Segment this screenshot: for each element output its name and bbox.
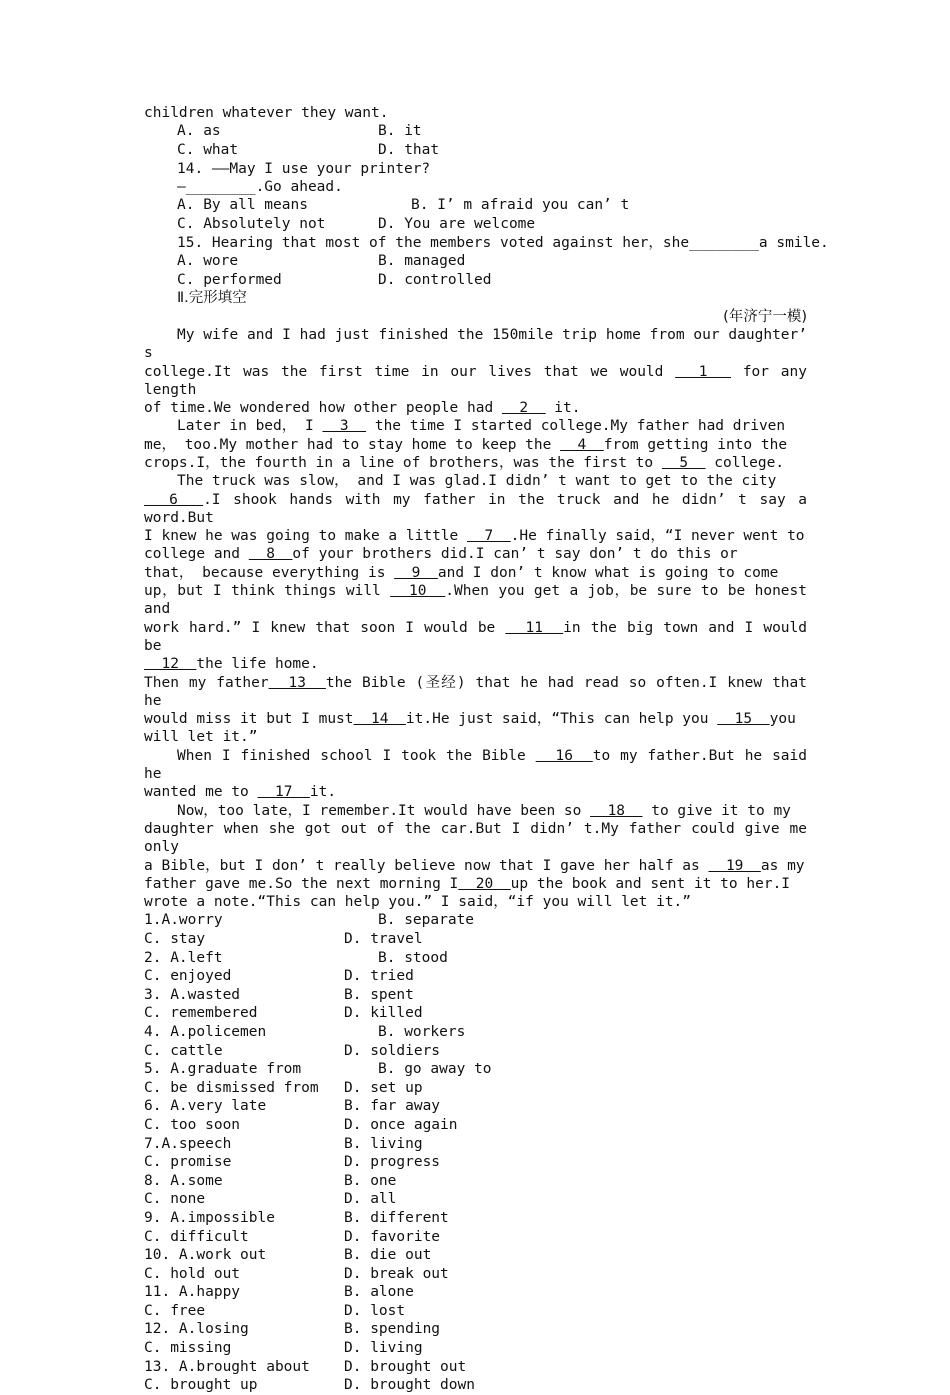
- choice-option: C. too soon: [144, 1116, 241, 1133]
- blank-2: 2: [501, 400, 546, 417]
- passage-line: up，but I think things will 10 .When you get a job，be sure to be honest and: [144, 583, 807, 618]
- passage-line: a Bible，but I don’ t really believe now that I gave her half as 19 as my: [144, 857, 805, 874]
- choice-option: C. difficult: [144, 1228, 249, 1245]
- choice-option: C. free: [144, 1302, 206, 1319]
- choice-row: [144, 1004, 807, 1023]
- passage-line: college and 8 of your brothers did.I can’ t say don’ t do this or: [144, 546, 738, 563]
- choice-option: C. remembered: [144, 1005, 258, 1022]
- blank-20: 20: [458, 875, 511, 892]
- q15-option-b: B. managed: [378, 252, 466, 269]
- blank-13: 13: [268, 674, 326, 691]
- choice-row: [144, 1042, 807, 1061]
- choice-option: C. cattle: [144, 1042, 223, 1059]
- choice-option: 4. A.policemen: [144, 1023, 267, 1040]
- passage-line: Later in bed， I 3 the time I started college.My father had driven: [177, 418, 786, 435]
- choice-option: B. far away: [344, 1098, 441, 1115]
- passage-line: Now，too late，I remember.It would have been so 18 to give it to my: [177, 802, 791, 819]
- passage-line: that， because everything is 9 and I don’ t know what is going to come: [144, 564, 779, 581]
- choice-option: 2. A.left: [144, 949, 223, 966]
- choice-option: D. lost: [344, 1302, 406, 1319]
- q14-option-c: C. Absolutely not: [177, 215, 326, 232]
- choice-row: [144, 1339, 807, 1358]
- choice-option: D. progress: [344, 1154, 441, 1171]
- choice-option: D. tried: [344, 968, 414, 985]
- choice-option: C. brought up: [144, 1377, 258, 1394]
- q13-option-d: D. that: [378, 141, 440, 158]
- choice-option: B. different: [344, 1209, 449, 1226]
- choice-option: D. killed: [344, 1005, 423, 1022]
- passage-line: Then my father 13 the Bible (圣经) that he had read so often.I knew that he: [144, 674, 807, 709]
- section-title: Ⅱ.完形填空: [177, 290, 247, 307]
- choice-option: D. favorite: [344, 1228, 441, 1245]
- q13-option-a: A. as: [177, 123, 221, 140]
- q14-stem: 14. ——May I use your printer?: [177, 160, 431, 177]
- choice-row: [144, 1079, 807, 1098]
- passage-line: father gave me.So the next morning I 20 up the book and sent it to her.I: [144, 875, 791, 892]
- choice-option: D. travel: [344, 931, 423, 947]
- q15-option-c: C. performed: [177, 271, 282, 288]
- blank-4: 4: [560, 436, 604, 453]
- choice-option: 9. A.impossible: [144, 1209, 275, 1226]
- choice-row: [144, 986, 807, 1005]
- passage-line: I knew he was going to make a little 7 .He finally said，“I never went to: [144, 528, 805, 545]
- choice-option: B. go away to: [378, 1061, 492, 1078]
- choice-option: B. one: [344, 1172, 397, 1189]
- choice-option: B. spending: [344, 1321, 441, 1338]
- choice-option: C. be dismissed from: [144, 1079, 319, 1096]
- cloze-passage: [144, 326, 807, 912]
- choice-option: 6. A.very late: [144, 1098, 267, 1115]
- choice-row: [144, 1265, 807, 1284]
- q15-option-a: A. wore: [177, 252, 239, 269]
- q14-options-row1: [144, 196, 807, 215]
- blank-16: 16: [535, 747, 593, 764]
- q14-option-b: B. I’ m afraid you can’ t: [411, 197, 630, 214]
- q13-options-row2: [144, 141, 807, 160]
- q13-option-b: B. it: [378, 123, 422, 140]
- blank-1: 1: [675, 363, 732, 380]
- passage-line: 12 the life home.: [144, 656, 319, 673]
- choice-row: [144, 1228, 807, 1247]
- passage-line: work hard.” I knew that soon I would be 11 in the big town and I would be: [144, 619, 807, 654]
- choice-option: C. none: [144, 1191, 206, 1208]
- choice-row: [144, 967, 807, 986]
- choice-option: 3. A.wasted: [144, 986, 241, 1003]
- choice-row: [144, 1172, 807, 1191]
- passage-line: 6 .I shook hands with my father in the truck and he didn’ t say a word.But: [144, 491, 807, 526]
- passage-line: college.It was the first time in our lives that we would 1 for any length: [144, 363, 807, 398]
- choice-row: [144, 1153, 807, 1172]
- q15-stem: 15. Hearing that most of the members voted against her，she________a smile.: [177, 234, 829, 251]
- choice-option: D. break out: [344, 1265, 449, 1282]
- passage-line: The truck was slow， and I was glad.I didn’ t want to get to the city: [177, 473, 777, 490]
- blank-5: 5: [661, 454, 706, 471]
- choice-option: D. set up: [344, 1079, 423, 1096]
- blank-17: 17: [257, 784, 310, 801]
- choice-option: D. brought out: [344, 1358, 467, 1375]
- blank-14: 14: [353, 711, 406, 728]
- source-note: (年济宁一模): [723, 308, 807, 325]
- q15-options-row2: [144, 271, 807, 290]
- passage-line: of time.We wondered how other people had 2 it.: [144, 400, 581, 417]
- choice-option: B. alone: [344, 1284, 414, 1301]
- passage-line: will let it.”: [144, 729, 258, 746]
- choice-row: [144, 1246, 807, 1265]
- blank-3: 3: [322, 418, 367, 435]
- blank-7: 7: [467, 528, 511, 545]
- choice-option: C. hold out: [144, 1265, 241, 1282]
- choice-row: [144, 1023, 807, 1042]
- passage-line: daughter when she got out of the car.But I didn’ t.My father could give me only: [144, 820, 807, 856]
- choice-row: [144, 1060, 807, 1079]
- blank-12: 12: [144, 656, 197, 673]
- choice-option: D. living: [344, 1340, 423, 1357]
- choice-option: D. all: [344, 1191, 397, 1208]
- q15-option-d: D. controlled: [378, 271, 492, 288]
- q14-options-row2: [144, 215, 807, 234]
- blank-19: 19: [708, 857, 761, 874]
- passage-line: wrote a note.“This can help you.” I said，“if you will let it.”: [144, 894, 692, 911]
- document-page: [144, 104, 829, 1395]
- choice-option: D. once again: [344, 1116, 458, 1133]
- choice-option: 8. A.some: [144, 1172, 223, 1189]
- choice-option: 5. A.graduate from: [144, 1061, 302, 1078]
- q14-reply: —________.Go ahead.: [177, 178, 343, 195]
- choice-option: 10. A.work out: [144, 1247, 267, 1264]
- q13-options-row1: [144, 122, 807, 141]
- q13-stem-end: children whatever they want.: [144, 105, 389, 121]
- passage-line: When I finished school I took the Bible 16 to my father.But he said he: [144, 747, 807, 783]
- blank-9: 9: [394, 564, 438, 581]
- choice-option: 11. A.happy: [144, 1284, 241, 1301]
- cloze-choices: [144, 911, 807, 1394]
- choice-row: [144, 1376, 807, 1395]
- blank-15: 15: [717, 711, 770, 728]
- choice-option: B. workers: [378, 1023, 466, 1040]
- choice-option: D. soldiers: [344, 1042, 441, 1059]
- choice-option: B. living: [344, 1135, 423, 1152]
- choice-row: [144, 1116, 807, 1135]
- choice-row: [144, 1135, 807, 1154]
- choice-option: C. stay: [144, 931, 206, 947]
- q13-option-c: C. what: [177, 141, 239, 158]
- choice-option: 12. A.losing: [144, 1321, 249, 1338]
- choice-option: D. brought down: [344, 1377, 475, 1394]
- blank-11: 11: [505, 619, 564, 636]
- choice-row: [144, 930, 807, 949]
- passage-line: me， too.My mother had to stay home to keep the 4 from getting into the: [144, 436, 788, 453]
- q14-option-d: D. You are welcome: [378, 215, 536, 232]
- choice-row: [144, 1283, 807, 1302]
- choice-option: B. die out: [344, 1247, 432, 1264]
- passage-line: would miss it but I must 14 it.He just said，“This can help you 15 you: [144, 711, 796, 728]
- choice-option: C. enjoyed: [144, 968, 232, 985]
- q15-options-row1: [144, 252, 807, 271]
- blank-8: 8: [248, 546, 293, 563]
- passage-line: crops.I，the fourth in a line of brothers，was the first to 5 college.: [144, 454, 785, 471]
- choice-row: [144, 911, 807, 930]
- choice-row: [144, 949, 807, 968]
- choice-row: [144, 1209, 807, 1228]
- passage-line: wanted me to 17 it.: [144, 784, 337, 801]
- choice-row: [144, 1097, 807, 1116]
- choice-option: C. missing: [144, 1340, 232, 1357]
- q14-option-a: A. By all means: [177, 197, 308, 214]
- choice-option: B. spent: [344, 986, 414, 1003]
- choice-option: B. stood: [378, 949, 448, 966]
- choice-option: C. promise: [144, 1154, 232, 1171]
- choice-row: [144, 1358, 807, 1377]
- blank-10: 10: [390, 583, 446, 600]
- passage-line: My wife and I had just finished the 150mile trip home from our daughter’ s: [144, 326, 807, 362]
- choice-row: [144, 1302, 807, 1321]
- choice-option: B. separate: [378, 912, 475, 929]
- blank-18: 18: [590, 802, 643, 819]
- choice-option: 13. A.brought about: [144, 1358, 310, 1375]
- choice-option: 1.A.worry: [144, 912, 223, 929]
- choice-row: [144, 1320, 807, 1339]
- choice-option: 7.A.speech: [144, 1135, 232, 1152]
- choice-row: [144, 1190, 807, 1209]
- blank-6: 6: [144, 491, 204, 508]
